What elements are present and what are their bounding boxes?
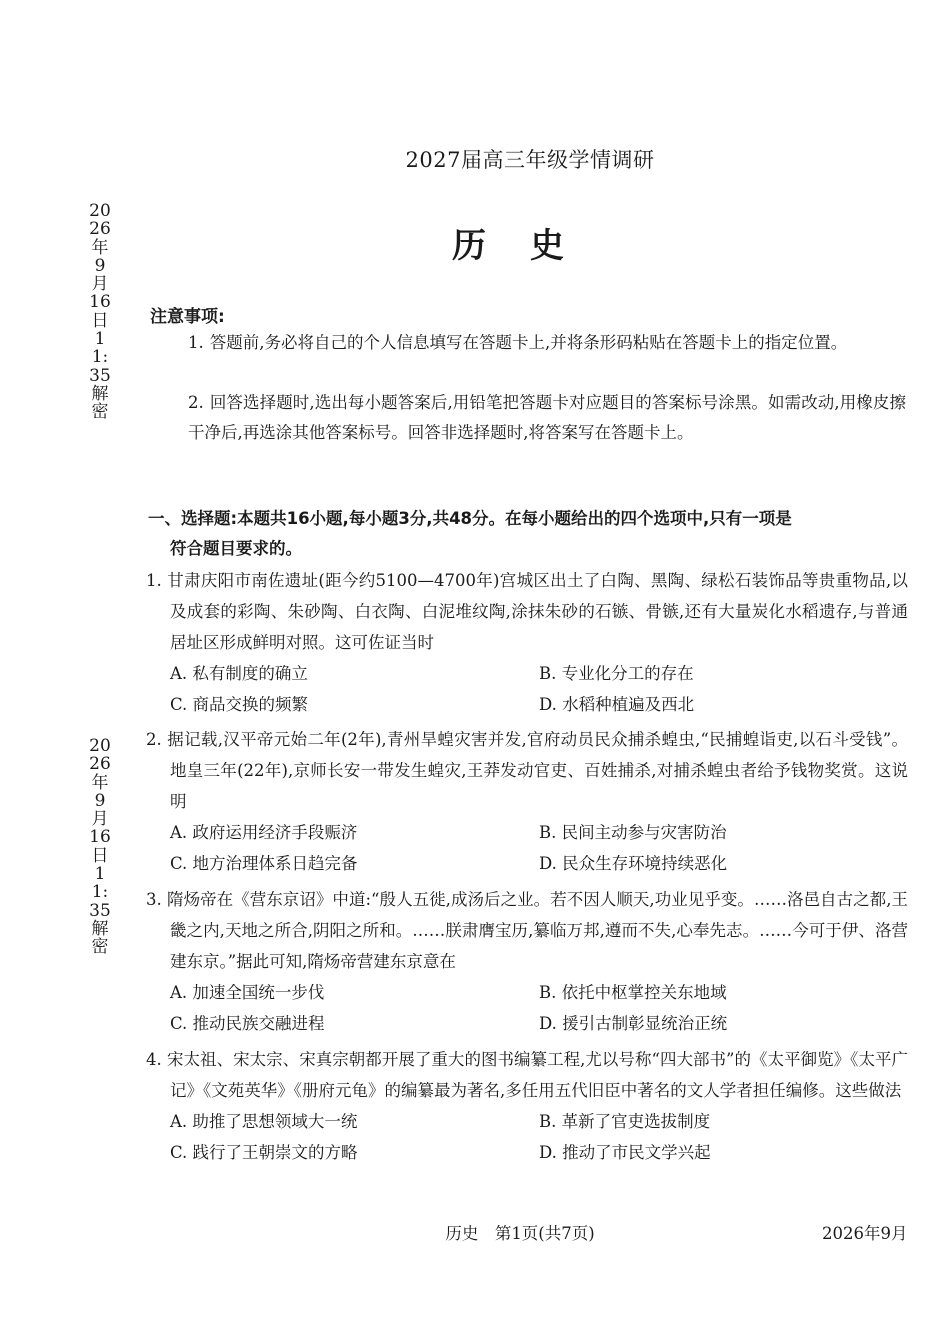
notice-item (188, 328, 906, 358)
exam-title: 2027届高三年级学情调研 (405, 148, 655, 172)
option-b: B. 民间主动参与灾害防治 (539, 823, 727, 842)
option-d: D. 援引古制彰显统治正统 (539, 1014, 728, 1033)
option-a: A. 助推了思想领域大一统 (170, 1112, 358, 1131)
question-3 (146, 884, 908, 1039)
notice-number: 2. (188, 393, 204, 412)
section-header-line1: 一、选择题:本题共16小题,每小题3分,共48分。在每小题给出的四个选项中,只有一项是 (148, 509, 792, 528)
page-footer-info: 历史 第1页(共7页) (445, 1224, 595, 1243)
option-d: D. 水稻种植遍及西北 (539, 695, 695, 714)
question-stem: 3. 隋炀帝在《营东京诏》中道:“殷人五徙,成汤后之业。若不因人顺天,功业见乎变。……洛邑自古之都,王畿之内,天地之所合,阴阳之所和。……朕肃膺宝历,纂临万邦,遵而不失,心奉先志。……今可于伊、洛营建东京。”据此可知,隋炀帝营建东京意在 (146, 890, 908, 971)
option-b: B. 革新了官吏选拔制度 (539, 1112, 711, 1131)
option-c: C. 践行了王朝崇文的方略 (170, 1143, 358, 1162)
notice-item (188, 388, 906, 448)
section-header-line2: 符合题目要求的。 (170, 539, 302, 558)
question-options (170, 817, 908, 879)
option-b: B. 依托中枢掌控关东地域 (539, 983, 727, 1002)
notice-text: 答题前,务必将自己的个人信息填写在答题卡上,并将条形码粘贴在答题卡上的指定位置。 (209, 333, 848, 352)
subject-title: 历史 (452, 226, 608, 266)
option-a: A. 加速全国统一步伐 (170, 983, 325, 1002)
notice-number: 1. (188, 333, 204, 352)
side-stamp-top: 2026年9月16日11:35解密 (89, 201, 111, 423)
option-a: A. 政府运用经济手段赈济 (170, 823, 358, 842)
question-options (170, 977, 908, 1039)
notice-text: 回答选择题时,选出每小题答案后,用铅笔把答题卡对应题目的答案标号涂黑。如需改动,用橡皮擦干净后,再选涂其他答案标号。回答非选择题时,将答案写在答题卡上。 (188, 393, 906, 442)
option-d: D. 民众生存环境持续恶化 (539, 854, 728, 873)
page-footer-date: 2026年9月 (822, 1224, 908, 1243)
option-c: C. 地方治理体系日趋完备 (170, 854, 358, 873)
option-d: D. 推动了市民文学兴起 (539, 1143, 711, 1162)
question-1 (146, 565, 908, 720)
option-c: C. 推动民族交融进程 (170, 1014, 325, 1033)
question-stem: 2. 据记载,汉平帝元始二年(2年),青州旱蝗灾害并发,官府动员民众捕杀蝗虫,“民捕蝗诣吏,以石斗受钱”。地皇三年(22年),京师长安一带发生蝗灾,王莽发动官吏、百姓捕杀,对捕杀蝗虫者给予钱物奖赏。这说明 (146, 730, 908, 811)
side-stamp-bottom: 2026年9月16日11:35解密 (89, 736, 111, 958)
question-stem: 1. 甘肃庆阳市南佐遗址(距今约5100—4700年)宫城区出土了白陶、黑陶、绿松石装饰品等贵重物品,以及成套的彩陶、朱砂陶、白衣陶、白泥堆纹陶,涂抹朱砂的石镞、骨镞,还有大量炭化水稻遗存,与普通居址区形成鲜明对照。这可佐证当时 (146, 571, 908, 652)
notice-heading: 注意事项: (150, 307, 225, 327)
option-b: B. 专业化分工的存在 (539, 664, 694, 683)
question-4 (146, 1044, 908, 1168)
option-c: C. 商品交换的频繁 (170, 695, 309, 714)
question-options (170, 658, 908, 720)
option-a: A. 私有制度的确立 (170, 664, 308, 683)
question-2 (146, 724, 908, 879)
question-options (170, 1106, 908, 1168)
section-header (148, 504, 908, 564)
question-stem: 4. 宋太祖、宋太宗、宋真宗朝都开展了重大的图书编纂工程,尤以号称“四大部书”的《太平御览》《太平广记》《文苑英华》《册府元龟》的编纂最为著名,多任用五代旧臣中著名的文人学者担任编修。这些做法 (146, 1050, 908, 1100)
